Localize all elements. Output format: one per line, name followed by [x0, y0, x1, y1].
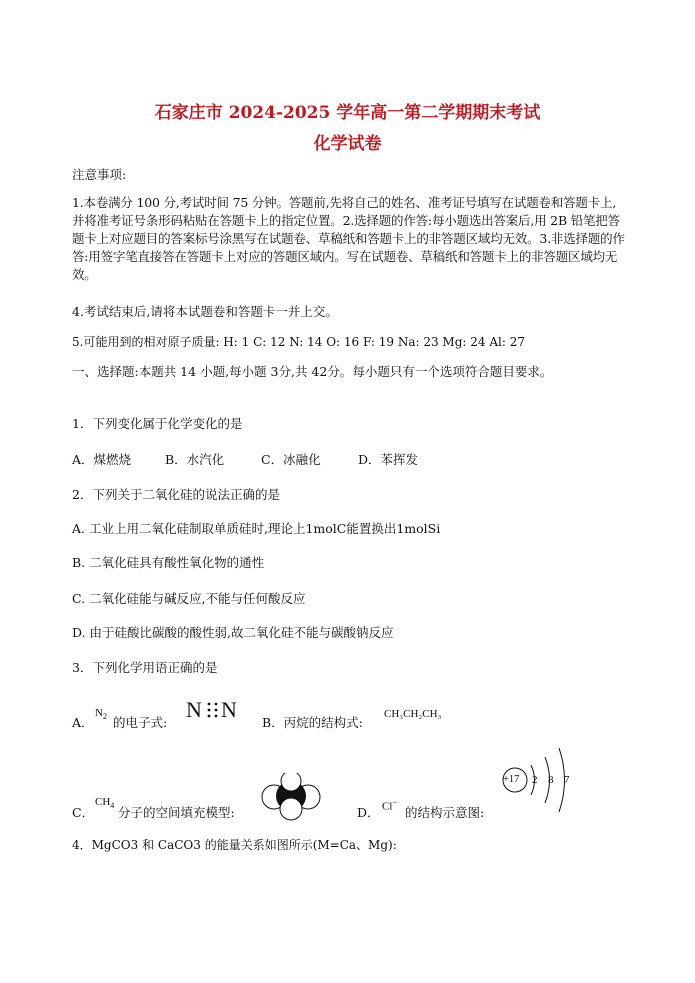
- option-a-formula-symbol: N: [95, 707, 103, 719]
- option-d-formula-symbol: Cl: [382, 800, 393, 813]
- n2-right-atom-wrap: [221, 697, 237, 723]
- question-2-stem: 2．下列关于二氧化硅的说法正确的是: [72, 487, 280, 502]
- n2-left-atom: N: [186, 697, 202, 722]
- triple-bond-dots-icon: [206, 700, 220, 722]
- option-a-prefix: A．: [72, 715, 94, 730]
- option-c-formula-symbol: CH: [95, 796, 111, 808]
- n2-right-atom: N: [221, 697, 237, 722]
- section-header: 一、选择题:本题共 14 小题,每小题 3分,共 42分。每小题只有一个选项符合题目要求。: [72, 364, 553, 379]
- question-3-option-d-prefix: D．: [357, 805, 380, 820]
- question-2-option-d: D. 由于硅酸比碳酸的酸性弱,故二氧化硅不能与碳酸钠反应: [72, 625, 394, 640]
- question-2-option-c: C. 二氧化硅能与碱反应,不能与任何酸反应: [72, 591, 306, 606]
- notice-item-5: 5.可能用到的相对原子质量: H: 1 C: 12 N: 14 O: 16 F: 19 Na: 23 Mg: 24 Al: 27: [72, 335, 525, 349]
- question-4-stem: 4．MgCO3 和 CaCO3 的能量关系如图所示(M=Ca、Mg):: [72, 838, 397, 852]
- exam-title: 石家庄市 2024-2025 学年高一第二学期期末考试: [154, 103, 541, 123]
- option-c-formula-sub: 4: [110, 801, 115, 811]
- exam-subtitle: 化学试卷: [313, 134, 382, 154]
- question-2-option-b: B. 二氧化硅具有酸性氧化物的通性: [72, 555, 265, 570]
- notice-item-4: 4.考试结束后,请将本试题卷和答题卡一并上交。: [72, 304, 338, 319]
- option-d-text: 的结构示意图:: [405, 805, 485, 820]
- question-1-option-a: A．煤燃烧: [72, 452, 132, 467]
- option-d-formula: [382, 797, 397, 813]
- n2-electron-formula: [186, 697, 202, 723]
- question-1-option-c: C．冰融化: [261, 452, 321, 467]
- question-1-stem: 1．下列变化属于化学变化的是: [72, 416, 243, 431]
- option-d-formula-sup: −: [392, 797, 398, 807]
- question-3-option-a: [72, 713, 94, 731]
- option-c-formula: [95, 796, 114, 810]
- question-1-option-b: B．水汽化: [165, 452, 225, 467]
- question-3-option-b: B．丙烷的结构式:: [262, 715, 363, 730]
- option-a-formula-sub: 2: [102, 712, 107, 722]
- notice-item-1-3: 1.本卷满分 100 分,考试时间 75 分钟。答题前,先将自己的姓名、准考证号填写在试题卷和答题卡上,并将准考证号条形码粘贴在答题卡上的指定位置。2.选择题的作答:每小题选出答案后,用 2B 铅笔把答题卡上对应题目的答案标号涂黑写在试题卷、草稿纸和答题卡上的非答题区域均无效。3.非选择题的作答:用签字笔直接答在答题卡上对应的答题区域内。写在试题卷、草稿纸和答题卡上的非答题区域均无效。: [72, 195, 625, 282]
- methane-space-filling-model-icon: [258, 773, 324, 821]
- option-a-text: 的电子式:: [113, 715, 168, 730]
- shell-3-electrons: 7: [564, 774, 570, 786]
- nucleus-charge-label: +17: [503, 774, 520, 785]
- option-a-formula: [95, 707, 107, 721]
- option-b-formula: CH₃CH₂CH₃: [384, 708, 442, 720]
- option-c-text: 分子的空间填充模型:: [118, 805, 235, 820]
- question-2-option-a: A. 工业上用二氧化硅制取单质硅时,理论上1molC能置换出1molSi: [72, 521, 441, 536]
- shell-2-electrons: 8: [548, 774, 554, 786]
- notice-heading: 注意事项:: [72, 167, 127, 182]
- shell-1-electrons: 2: [532, 774, 538, 786]
- question-1-option-d: D．苯挥发: [358, 452, 419, 467]
- question-3-option-c-prefix: C．: [72, 805, 95, 820]
- question-3-stem: 3．下列化学用语正确的是: [72, 660, 218, 675]
